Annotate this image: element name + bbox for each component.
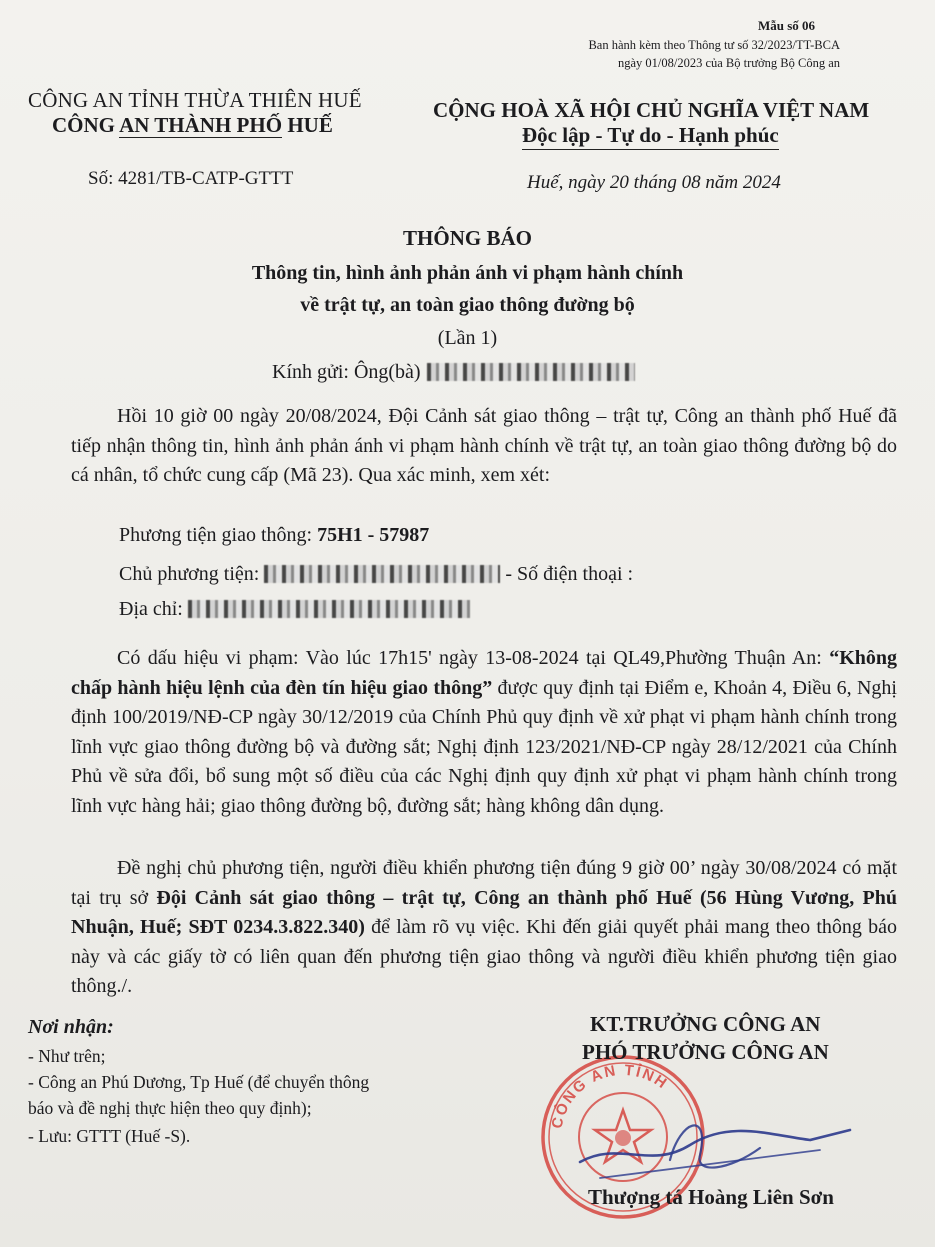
- form-number: Mẫu số 06: [757, 18, 815, 33]
- agency-name: [52, 113, 333, 138]
- paragraph-intro: [71, 402, 897, 491]
- agency-name-suffix: HUẾ: [282, 113, 333, 137]
- redacted-address: [188, 600, 470, 618]
- owner-line: [119, 563, 633, 586]
- seal-text: CÔNG AN TỈNH: [548, 1061, 672, 1131]
- request-rest: để làm rõ vụ việc. Khi đến giải quyết phải mang theo thông báo này và các giấy tờ có liên quan đến phương tiện giao thông và người điều khiển phương tiện giao thông./.: [71, 916, 897, 997]
- redacted-owner: [264, 565, 500, 583]
- paragraph-request: [71, 854, 897, 1002]
- agency-parent: CÔNG AN TỈNH THỪA THIÊN HUẾ: [28, 88, 362, 112]
- violation-lead: Có dấu hiệu vi phạm: Vào lúc 17h15' ngày 13-08-2024 tại QL49,Phường Thuận An:: [117, 647, 830, 669]
- agency-name-prefix: CÔNG: [52, 113, 120, 137]
- request-lead: Đề nghị chủ phương tiện, người điều khiển phương tiện đúng 9 giờ 00’ ngày 30/08/2024 có mặt tại trụ sở: [71, 857, 897, 909]
- violation-legal-basis: được quy định tại Điểm e, Khoản 4, Điều 6, Nghị định 100/2019/NĐ-CP ngày 30/12/2019 của Chính Phủ quy định về xử phạt vi phạm hành chính trong lĩnh vực giao thông đường bộ và đường sắt; Nghị định 123/2021/NĐ-CP ngày 28/12/2021 của Chính Phủ về sửa đổi, bổ sung một số điều của các Nghị định quy định xử phạt vi phạm hành chính trong lĩnh vực hàng hải; giao thông đường bộ, đường sắt; hàng không dân dụng.: [71, 676, 897, 817]
- recipient-label: Kính gửi: Ông(bà): [272, 361, 421, 383]
- document-title: THÔNG BÁO: [403, 226, 532, 250]
- signer-name: Thượng tá Hoàng Liên Sơn: [588, 1185, 834, 1209]
- paragraph-intro-text: Hồi 10 giờ 00 ngày 20/08/2024, Đội Cảnh sát giao thông – trật tự, Công an thành phố Huế đã tiếp nhận thông tin, hình ảnh phản ánh vi phạm hành chính về trật tự, an toàn giao thông đường bộ do cá nhân, tổ chức cung cấp (Mã 23). Qua xác minh, xem xét:: [71, 405, 897, 486]
- request-office: Đội Cảnh sát giao thông – trật tự, Công an thành phố Huế (56 Hùng Vương, Phú Nhuận, Huế; SĐT 0234.3.822.340): [71, 886, 897, 938]
- document-subtitle-2: về trật tự, an toàn giao thông đường bộ: [300, 294, 635, 316]
- recipients-title: Nơi nhận:: [28, 1016, 114, 1038]
- notice-count: (Lần 1): [437, 327, 498, 349]
- address-line: [119, 598, 470, 621]
- document-number: Số: 4281/TB-CATP-GTTT: [88, 168, 294, 189]
- place-date: Huế, ngày 20 tháng 08 năm 2024: [527, 172, 781, 193]
- agency-name-underlined: AN THÀNH PHỐ: [119, 113, 283, 137]
- vehicle-line: [119, 524, 429, 547]
- form-issued-line2: ngày 01/08/2023 của Bộ trưởng Bộ Công an: [617, 56, 840, 70]
- paragraph-violation: [71, 644, 897, 821]
- nation-motto: Độc lập - Tự do - Hạnh phúc: [522, 123, 779, 150]
- recipient-line: [272, 361, 635, 384]
- redacted-name: [427, 363, 635, 381]
- nation-title: CỘNG HOÀ XÃ HỘI CHỦ NGHĨA VIỆT NAM: [433, 98, 870, 122]
- recipient-item: - Công an Phú Dương, Tp Huế (để chuyển thông: [28, 1072, 370, 1092]
- signature-title-1: KT.TRƯỞNG CÔNG AN: [590, 1012, 821, 1036]
- vehicle-label: Phương tiện giao thông:: [119, 524, 318, 546]
- document-subtitle-1: Thông tin, hình ảnh phản ánh vi phạm hành chính: [251, 262, 684, 284]
- form-issued-line1: Ban hành kèm theo Thông tư số 32/2023/TT-BCA: [588, 38, 840, 52]
- vehicle-plate: 75H1 - 57987: [317, 524, 430, 546]
- signature-title-2: PHÓ TRƯỞNG CÔNG AN: [582, 1040, 829, 1064]
- recipient-item: - Lưu: GTTT (Huế -S).: [28, 1126, 191, 1146]
- address-label: Địa chỉ:: [119, 598, 188, 620]
- phone-label: - Số điện thoại :: [500, 563, 634, 585]
- owner-label: Chủ phương tiện:: [119, 563, 265, 585]
- handwritten-signature: [560, 1100, 860, 1190]
- violation-description: “Không chấp hành hiệu lệnh của đèn tín hiệu giao thông”: [71, 647, 897, 699]
- recipient-item: - Như trên;: [28, 1046, 106, 1066]
- recipient-item: báo và đề nghị thực hiện theo quy định);: [28, 1098, 312, 1118]
